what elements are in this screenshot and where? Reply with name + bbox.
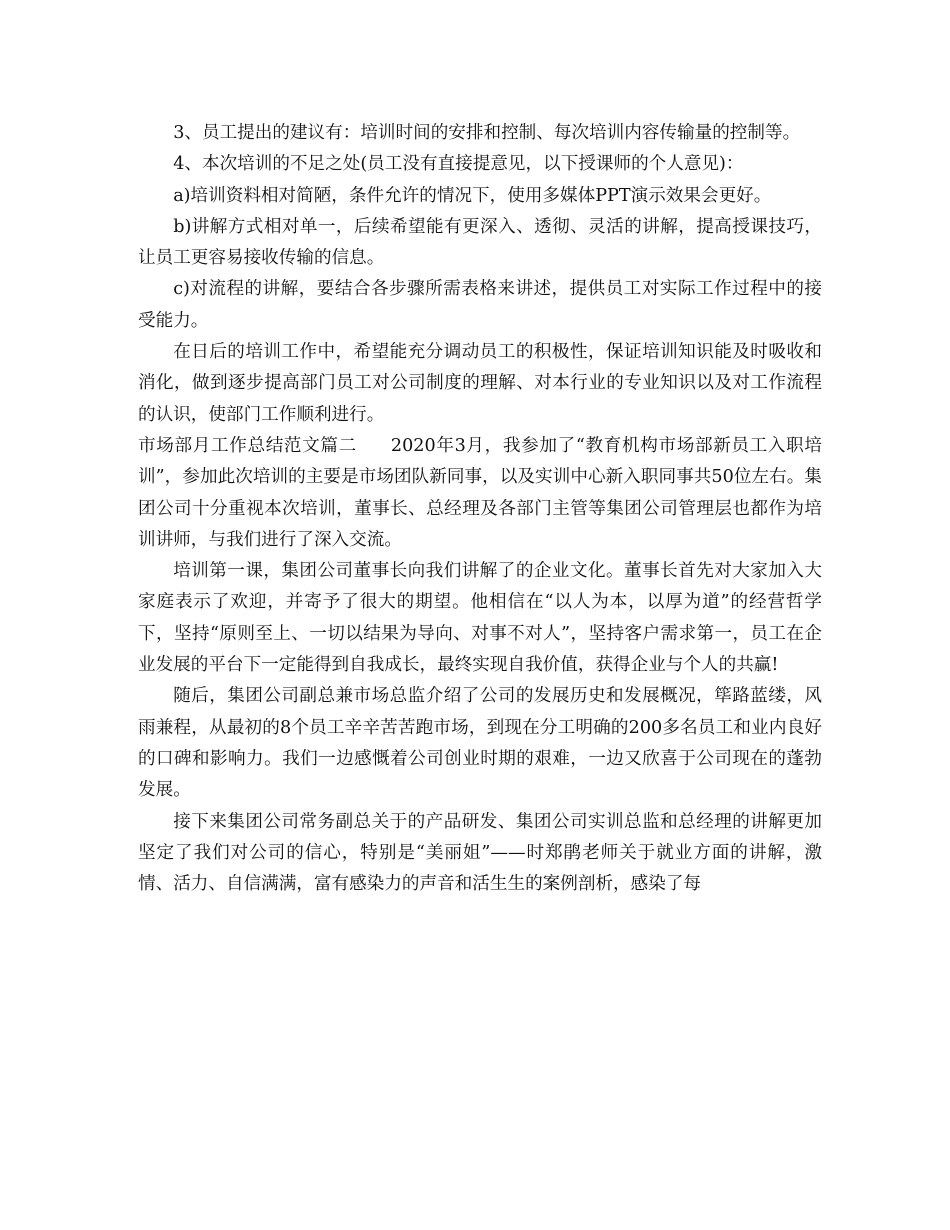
document-body — [138, 118, 822, 900]
section-first-paragraph: 2020年3月，我参加了“教育机构市场部新员工入职培训”，参加此次培训的主要是市场团队新同事，以及实训中心新入职同事共50位左右。集团公司十分重视本次培训，董事长、总经理及各部门主管等集团公司管理层也都作为培训讲师，与我们进行了深入交流。 — [138, 435, 822, 550]
paragraph-lectures: 接下来集团公司常务副总关于的产品研发、集团公司实训总监和总经理的讲解更加坚定了我们对公司的信心，特别是“美丽姐”——时郑鹃老师关于就业方面的讲解，激情、活力、自信满满，富有感染力的声音和活生生的案例剖析，感染了每 — [138, 811, 822, 895]
section-two-paragraph — [138, 431, 822, 556]
paragraph-item-b: b)讲解方式相对单一，后续希望能有更深入、透彻、灵活的讲解，提高授课技巧，让员工更容易接收传输的信息。 — [138, 216, 822, 269]
paragraph-shortcomings: 4、本次培训的不足之处(员工没有直接提意见，以下授课师的个人意见)： — [173, 154, 744, 175]
paragraph-company-history: 随后，集团公司副总兼市场总监介绍了公司的发展历史和发展概况，筚路蓝缕，风雨兼程，从最初的8个员工辛辛苦苦跑市场，到现在分工明确的200多名员工和业内良好的口碑和影响力。我们一边感慨着公司创业时期的艰难，一边又欣喜于公司现在的蓬勃发展。 — [138, 686, 822, 801]
paragraph-first-lesson: 培训第一课，集团公司董事长向我们讲解了的企业文化。董事长首先对大家加入大家庭表示了欢迎，并寄予了很大的期望。他相信在“以人为本，以厚为道”的经营哲学下，坚持“原则至上、一切以结果为导向、对事不对人”，坚持客户需求第一，员工在企业发展的平台下一定能得到自我成长，最终实现自我价值，获得企业与个人的共赢! — [138, 561, 822, 676]
section-heading: 市场部月工作总结范文篇二 — [138, 435, 357, 456]
paragraph-future-work: 在日后的培训工作中，希望能充分调动员工的积极性，保证培训知识能及时吸收和消化，做到逐步提高部门员工对公司制度的理解、对本行业的专业知识以及对工作流程的认识，使部门工作顺利进行。 — [138, 342, 822, 425]
paragraph-suggestions: 3、员工提出的建议有：培训时间的安排和控制、每次培训内容传输量的控制等。 — [173, 123, 801, 143]
paragraph-item-c: c)对流程的讲解，要结合各步骤所需表格来讲述，提供员工对实际工作过程中的接受能力。 — [138, 279, 822, 331]
paragraph-item-a: a)培训资料相对简陋，条件允许的情况下，使用多媒体PPT演示效果会更好。 — [173, 185, 772, 206]
